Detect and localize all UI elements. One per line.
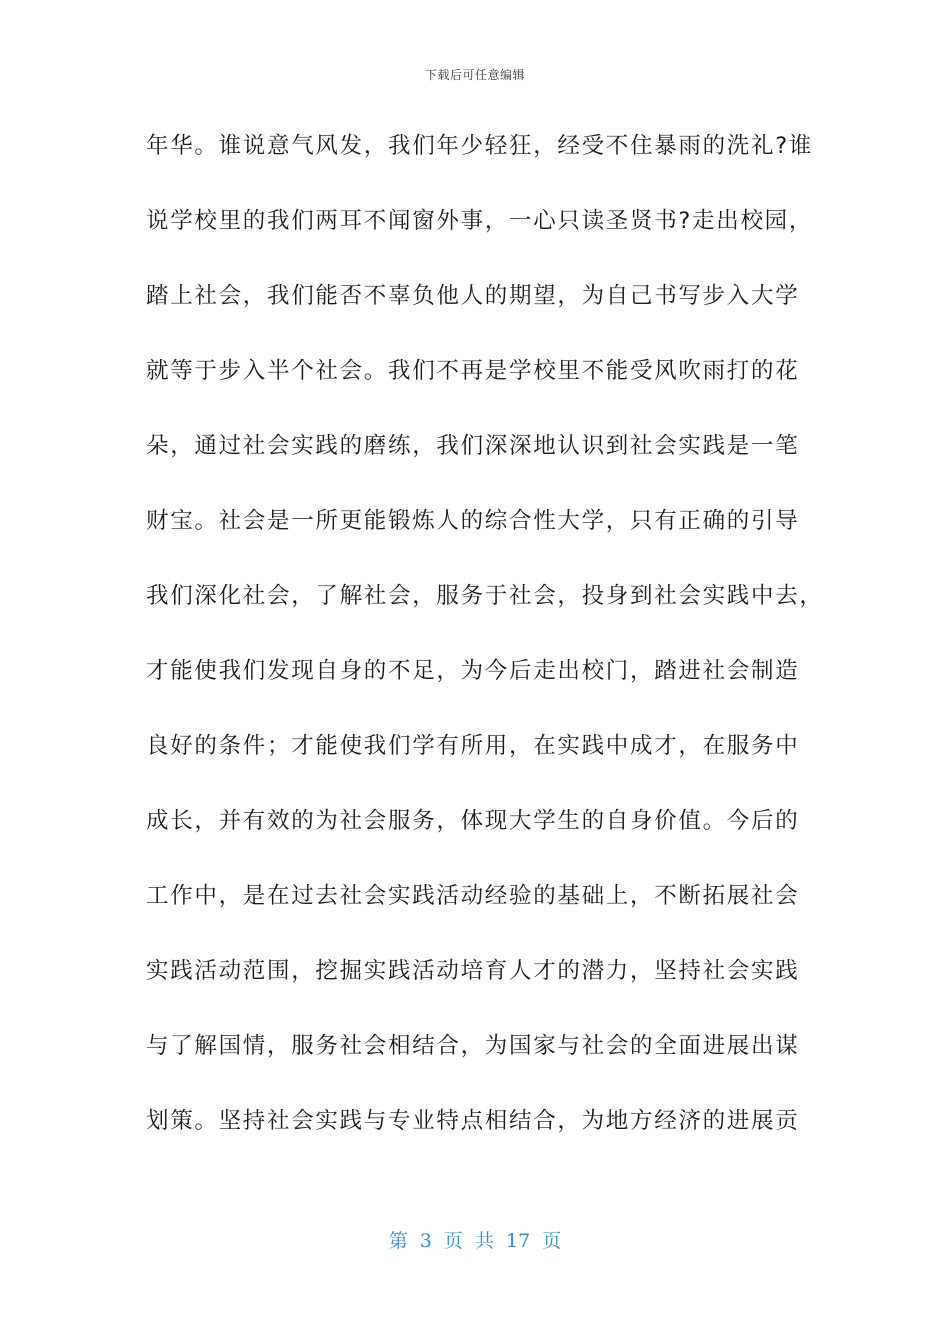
text-line-8: 才能使我们发现自身的不足，为今后走出校门，踏进社会制造 (146, 658, 800, 684)
text-line-6: 财宝。社会是一所更能锻炼人的综合性大学，只有正确的引导 (146, 508, 800, 534)
text-line-10: 成长，并有效的为社会服务，体现大学生的自身价值。今后的 (146, 808, 800, 834)
text-line-2: 说学校里的我们两耳不闻窗外事，一心只读圣贤书?走出校园， (146, 208, 814, 234)
text-line-13: 与了解国情，服务社会相结合，为国家与社会的全面进展出谋 (146, 1033, 800, 1059)
text-line-14: 划策。坚持社会实践与专业特点相结合，为地方经济的进展贡 (146, 1108, 800, 1134)
page-header: 下载后可任意编辑 (424, 68, 525, 82)
text-line-1: 年华。谁说意气风发，我们年少轻狂，经受不住暴雨的洗礼?谁 (146, 133, 814, 159)
text-line-12: 实践活动范围，挖掘实践活动培育人才的潜力，坚持社会实践 (146, 958, 800, 984)
text-line-3: 踏上社会，我们能否不辜负他人的期望，为自己书写步入大学 (146, 283, 800, 309)
text-line-5: 朵，通过社会实践的磨练，我们深深地认识到社会实践是一笔 (146, 433, 800, 459)
text-line-7: 我们深化社会，了解社会，服务于社会，投身到社会实践中去， (146, 583, 824, 609)
document-body (146, 120, 824, 1170)
text-line-4: 就等于步入半个社会。我们不再是学校里不能受风吹雨打的花 (146, 358, 800, 384)
page-number-footer: 第 3 页 共 17 页 (388, 1230, 562, 1252)
text-line-9: 良好的条件；才能使我们学有所用，在实践中成才，在服务中 (146, 733, 800, 759)
text-line-11: 工作中，是在过去社会实践活动经验的基础上，不断拓展社会 (146, 883, 800, 909)
